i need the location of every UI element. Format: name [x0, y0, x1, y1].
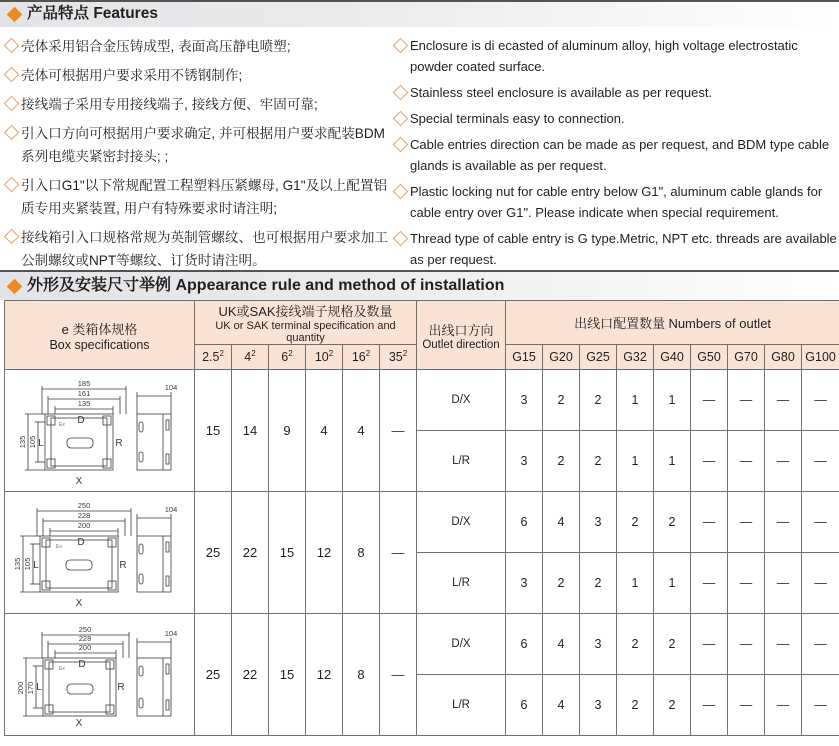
table-header — [5, 301, 839, 370]
feature-text: 引入口G1"以下常规配置工程塑料压紧螺母, G1"及以上配置铝质专用夹紧装置, 用户有特殊要求时请注明; — [21, 178, 388, 216]
dim-depth: 104 — [164, 382, 177, 392]
terminal-count-35: — — [380, 492, 417, 614]
outlet-count-g70: — — [728, 431, 765, 492]
dim-depth: 104 — [164, 628, 177, 638]
diamond-outline-icon — [393, 85, 409, 101]
feature-text: 引入口方向可根据用户要求确定, 并可根据用户要求配装BDM系列电缆夹紧密封接头; ; — [21, 126, 386, 164]
features-section-title: 产品特点 Features — [27, 5, 158, 23]
outlet-count-g70: — — [728, 614, 765, 675]
col-header-terminal-16: $16^2$ — [343, 345, 380, 370]
list-item — [395, 35, 839, 77]
terminal-count-35: — — [380, 370, 417, 492]
outlet-count-g32: 2 — [617, 492, 654, 553]
diamond-outline-icon — [393, 184, 409, 200]
diamond-outline-icon — [4, 96, 20, 112]
label-d: D — [76, 536, 85, 548]
outlet-count-g40: 2 — [654, 614, 691, 675]
label-r: R — [118, 559, 127, 571]
outlet-direction-label: D/X — [417, 492, 506, 553]
list-item — [395, 134, 839, 176]
label-ex: Ex — [58, 665, 65, 672]
outlet-count-g20: 2 — [543, 553, 580, 614]
diamond-filled-icon — [7, 278, 23, 294]
box-diagram-cell-1 — [5, 370, 195, 492]
outlet-count-g50: — — [691, 431, 728, 492]
dim-left-inner: 170 — [25, 681, 35, 694]
dim-top-mid: 228 — [78, 633, 91, 643]
specification-table — [4, 300, 839, 736]
outlet-count-g50: — — [691, 675, 728, 736]
list-item — [6, 93, 395, 116]
col-header-outlet-g32: G32 — [617, 345, 654, 370]
diamond-filled-icon — [7, 7, 23, 23]
appearance-section-header — [0, 270, 839, 300]
diamond-outline-icon — [393, 111, 409, 127]
outlet-count-g15: 6 — [506, 492, 543, 553]
box-diagram-cell-2 — [5, 492, 195, 614]
col-header-outlet-g70: G70 — [728, 345, 765, 370]
diamond-outline-icon — [393, 38, 409, 54]
dim-left-outer: 135 — [12, 557, 22, 570]
outlet-count-g32: 2 — [617, 614, 654, 675]
box-dimension-drawing — [11, 374, 189, 488]
outlet-count-g25: 2 — [580, 553, 617, 614]
outlet-count-g20: 4 — [543, 614, 580, 675]
terminal-count-2_5: 25 — [195, 492, 232, 614]
outlet-count-g15: 3 — [506, 553, 543, 614]
list-item — [395, 82, 839, 103]
outlet-count-g15: 6 — [506, 675, 543, 736]
col-header-outlet-g80: G80 — [765, 345, 802, 370]
label-l: L — [35, 681, 42, 693]
features-chinese-column — [0, 35, 395, 270]
list-item — [6, 64, 395, 87]
outlet-direction-label: L/R — [417, 553, 506, 614]
label-l: L — [32, 559, 39, 571]
outlet-count-g100: — — [802, 431, 839, 492]
diamond-outline-icon — [393, 231, 409, 247]
col-header-outlet-g20: G20 — [543, 345, 580, 370]
terminal-count-2_5: 25 — [195, 614, 232, 736]
list-item — [6, 122, 395, 168]
label-ex: Ex — [58, 421, 65, 428]
label-l: L — [37, 437, 44, 449]
col-header-outlet-g40: G40 — [654, 345, 691, 370]
dim-top-inner: 200 — [78, 642, 91, 652]
diamond-outline-icon — [4, 177, 20, 193]
terminal-count-6: 15 — [269, 614, 306, 736]
outlet-count-g70: — — [728, 553, 765, 614]
col-header-terminal-6: $6^2$ — [269, 345, 306, 370]
outlet-count-g40: 1 — [654, 431, 691, 492]
features-english-column — [395, 35, 839, 270]
terminal-count-16: 4 — [343, 370, 380, 492]
outlet-count-g25: 2 — [580, 370, 617, 431]
features-body — [0, 27, 839, 270]
table-row — [5, 492, 839, 553]
dim-left-inner: 105 — [27, 435, 37, 448]
list-item — [6, 174, 395, 220]
outlet-count-g40: 2 — [654, 492, 691, 553]
terminal-count-10: 12 — [306, 492, 343, 614]
col-header-terminal-35: $35^2$ — [380, 345, 417, 370]
box-diagram-cell-3 — [5, 614, 195, 736]
outlet-direction-label: L/R — [417, 431, 506, 492]
outlet-count-g40: 2 — [654, 675, 691, 736]
outlet-count-g15: 3 — [506, 370, 543, 431]
outlet-count-g100: — — [802, 553, 839, 614]
dim-left-inner: 105 — [22, 557, 32, 570]
outlet-count-g50: — — [691, 492, 728, 553]
outlet-count-g70: — — [728, 370, 765, 431]
col-header-outlet-g15: G15 — [506, 345, 543, 370]
outlet-count-g50: — — [691, 553, 728, 614]
outlet-count-g80: — — [765, 553, 802, 614]
col-header-outlet-group: 出线口配置数量 Numbers of outlet — [506, 301, 839, 345]
outlet-count-g50: — — [691, 614, 728, 675]
feature-text: 壳体可根据用户要求采用不锈钢制作; — [21, 68, 243, 83]
col-header-outlet-g25: G25 — [580, 345, 617, 370]
outlet-count-g70: — — [728, 492, 765, 553]
outlet-count-g70: — — [728, 675, 765, 736]
outlet-count-g100: — — [802, 675, 839, 736]
label-d: D — [77, 658, 86, 670]
label-x: X — [75, 475, 82, 487]
dim-top-inner: 135 — [77, 398, 90, 408]
table-header-row-group — [5, 301, 839, 345]
outlet-count-g25: 3 — [580, 492, 617, 553]
list-item — [6, 35, 395, 58]
diamond-outline-icon — [4, 125, 20, 141]
outlet-count-g50: — — [691, 370, 728, 431]
dim-depth: 104 — [164, 504, 177, 514]
label-r: R — [116, 681, 125, 693]
outlet-count-g20: 4 — [543, 675, 580, 736]
feature-text: Special terminals easy to connection. — [410, 111, 625, 126]
box-dimension-drawing — [11, 622, 189, 728]
feature-text: Enclosure is di ecasted of aluminum alloy, high voltage electrostatic powder coated surface. — [410, 38, 798, 74]
outlet-count-g80: — — [765, 492, 802, 553]
dim-left-outer: 200 — [15, 681, 25, 694]
diamond-outline-icon — [4, 38, 20, 54]
outlet-count-g80: — — [765, 431, 802, 492]
label-d: D — [76, 414, 85, 426]
outlet-count-g80: — — [765, 370, 802, 431]
dim-top-outer: 250 — [77, 500, 90, 510]
col-header-terminal-10: $10^2$ — [306, 345, 343, 370]
dim-top-mid: 161 — [77, 388, 90, 398]
dim-top-outer: 185 — [77, 378, 90, 388]
col-header-outlet-direction: 出线口方向 Outlet direction — [417, 301, 506, 370]
col-header-terminal-2_5: $2.5^2$ — [195, 345, 232, 370]
terminal-count-10: 4 — [306, 370, 343, 492]
feature-text: Plastic locking nut for cable entry below G1", aluminum cable glands for cable entry over G1". Please indicate when special requirement. — [410, 184, 823, 220]
diamond-outline-icon — [393, 137, 409, 153]
outlet-count-g20: 2 — [543, 431, 580, 492]
outlet-count-g40: 1 — [654, 370, 691, 431]
col-header-box-spec: e 类箱体规格 Box specifications — [5, 301, 195, 370]
outlet-count-g100: — — [802, 492, 839, 553]
feature-text: Thread type of cable entry is G type.Metric, NPT etc. threads are available as per request. — [410, 231, 837, 267]
list-item — [395, 108, 839, 129]
outlet-direction-label: D/X — [417, 370, 506, 431]
feature-text: 接线端子采用专用接线端子, 接线方便、牢固可靠; — [21, 97, 318, 112]
feature-text: Stainless steel enclosure is available as per request. — [410, 85, 713, 100]
diamond-outline-icon — [4, 67, 20, 83]
col-header-outlet-g100: G100 — [802, 345, 839, 370]
outlet-count-g32: 1 — [617, 431, 654, 492]
outlet-count-g32: 1 — [617, 553, 654, 614]
terminal-count-2_5: 15 — [195, 370, 232, 492]
dim-left-outer: 135 — [17, 435, 27, 448]
terminal-count-10: 12 — [306, 614, 343, 736]
outlet-count-g25: 3 — [580, 675, 617, 736]
terminal-count-35: — — [380, 614, 417, 736]
terminal-count-4: 14 — [232, 370, 269, 492]
outlet-count-g15: 3 — [506, 431, 543, 492]
label-x: X — [75, 597, 82, 609]
table-row — [5, 614, 839, 675]
spec-table-wrap — [0, 300, 839, 736]
feature-text: Cable entries direction can be made as per request, and BDM type cable glands is available as per request. — [410, 137, 830, 173]
col-header-terminal-group: UK或SAK接线端子规格及数量 UK or SAK terminal specification and quantity — [195, 301, 417, 345]
outlet-count-g100: — — [802, 614, 839, 675]
label-x: X — [75, 717, 82, 728]
outlet-count-g32: 2 — [617, 675, 654, 736]
terminal-count-4: 22 — [232, 614, 269, 736]
list-item — [6, 226, 395, 272]
features-section-header — [0, 0, 839, 27]
appearance-section-title: 外形及安装尺寸举例 Appearance rule and method of installation — [27, 276, 505, 294]
outlet-count-g80: — — [765, 614, 802, 675]
outlet-count-g40: 1 — [654, 553, 691, 614]
outlet-count-g32: 1 — [617, 370, 654, 431]
outlet-count-g25: 2 — [580, 431, 617, 492]
outlet-count-g25: 3 — [580, 614, 617, 675]
terminal-count-16: 8 — [343, 492, 380, 614]
outlet-direction-label: D/X — [417, 614, 506, 675]
feature-text: 壳体采用铝合金压铸成型, 表面高压静电喷塑; — [21, 39, 291, 54]
list-item — [395, 181, 839, 223]
feature-text: 接线箱引入口规格常规为英制管螺纹、也可根据用户要求加工公制螺纹或NPT等螺纹、订货时请注明。 — [21, 230, 389, 268]
terminal-count-4: 22 — [232, 492, 269, 614]
dim-top-mid: 228 — [77, 510, 90, 520]
list-item — [395, 228, 839, 270]
outlet-count-g80: — — [765, 675, 802, 736]
table-row — [5, 370, 839, 431]
col-header-outlet-g50: G50 — [691, 345, 728, 370]
dim-top-outer: 250 — [78, 624, 91, 634]
outlet-count-g15: 6 — [506, 614, 543, 675]
table-body — [5, 370, 839, 736]
terminal-count-6: 15 — [269, 492, 306, 614]
outlet-count-g100: — — [802, 370, 839, 431]
box-dimension-drawing — [11, 496, 189, 610]
col-header-terminal-4: $4^2$ — [232, 345, 269, 370]
diamond-outline-icon — [4, 229, 20, 245]
outlet-count-g20: 4 — [543, 492, 580, 553]
terminal-count-6: 9 — [269, 370, 306, 492]
outlet-direction-label: L/R — [417, 675, 506, 736]
dim-top-inner: 200 — [77, 520, 90, 530]
terminal-count-16: 8 — [343, 614, 380, 736]
label-r: R — [114, 437, 123, 449]
outlet-count-g20: 2 — [543, 370, 580, 431]
label-ex: Ex — [55, 543, 62, 550]
